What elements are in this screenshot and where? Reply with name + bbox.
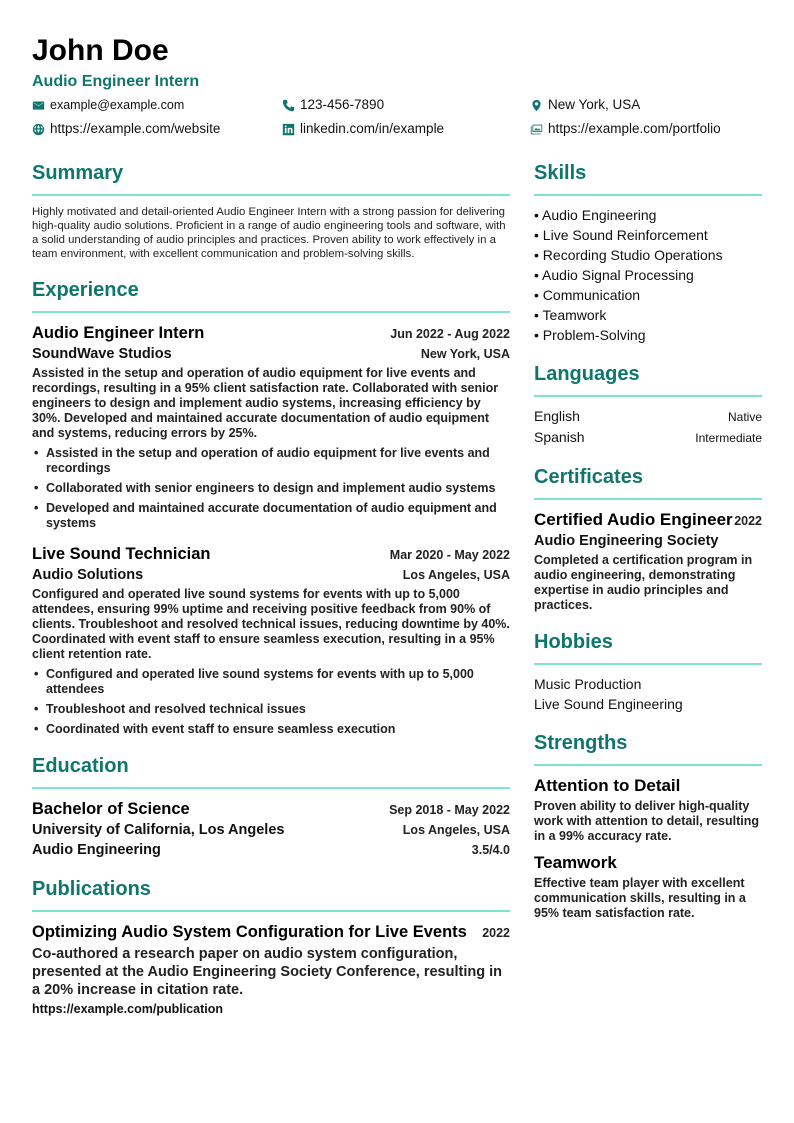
skills-heading: Skills — [534, 160, 762, 196]
strength-item — [534, 775, 762, 844]
language-level: Native — [727, 410, 762, 424]
school: University of California, Los Angeles — [32, 822, 285, 838]
certificate-issuer: Audio Engineering Society — [534, 533, 719, 549]
strength-description: Effective team player with excellent communication skills, resulting in a 95% team satisfaction rate. — [534, 876, 746, 920]
job-dates: Jun 2022 - Aug 2022 — [390, 327, 510, 341]
language-name: Spanish — [534, 429, 585, 445]
publication-title: Optimizing Audio System Configuration for Live Events — [32, 923, 467, 941]
field-of-study: Audio Engineering — [32, 842, 161, 858]
summary-heading: Summary — [32, 160, 510, 196]
job-location: New York, USA — [420, 347, 510, 361]
location-text: New York, USA — [548, 97, 641, 112]
skill-item: • Problem-Solving — [534, 327, 646, 343]
job-bullet: • Assisted in the setup and operation of audio equipment for live events and recordings — [32, 446, 510, 476]
languages-section — [534, 361, 762, 448]
experience-entry — [32, 322, 510, 531]
skill-item: • Communication — [534, 287, 641, 303]
contact-linkedin[interactable] — [282, 120, 444, 138]
job-title: Live Sound Technician — [32, 545, 211, 563]
contact-location — [530, 96, 640, 114]
email-icon — [32, 99, 45, 112]
summary-section — [32, 160, 510, 261]
language-level: Intermediate — [695, 431, 762, 445]
publications-section — [32, 876, 510, 1016]
education-heading: Education — [32, 753, 510, 789]
certificate-title: Certified Audio Engineer — [534, 510, 733, 529]
job-description: Configured and operated live sound systems for events with up to 5,000 attendees, ensuring 99% uptime and receiving positive feedback from 90% of clients. Troubleshoot and resolved technical issues, reducing downtime by 40%. Coordinated with event staff to ensure seamless execution, resulting in a 95% client retention rate. — [32, 587, 510, 661]
strength-description: Proven ability to deliver high-quality work with attention to detail, resulting in a 99% accuracy rate. — [534, 799, 760, 843]
certificates-section — [534, 464, 762, 613]
job-description: Assisted in the setup and operation of audio equipment for live events and recordings, resulting in a 95% client satisfaction rate. Collaborated with senior engineers to design and implement audio systems, increasing efficiency by 30%. Developed and maintained accurate documentation of audio equipment and systems, reducing errors by 25%. — [32, 366, 499, 440]
job-bullet: • Coordinated with event staff to ensure seamless execution — [32, 722, 510, 737]
employer: Audio Solutions — [32, 567, 144, 583]
strength-item — [534, 852, 762, 921]
job-bullet: • Developed and maintained accurate documentation of audio equipment and systems — [32, 501, 510, 531]
contact-info — [32, 96, 762, 142]
contact-email[interactable] — [32, 96, 184, 114]
skill-item: • Audio Engineering — [534, 207, 657, 223]
contact-portfolio[interactable] — [530, 120, 721, 138]
certificates-heading: Certificates — [534, 464, 762, 500]
skill-item: • Live Sound Reinforcement — [534, 227, 708, 243]
experience-heading: Experience — [32, 277, 510, 313]
certificate-year: 2022 — [734, 514, 762, 528]
degree: Bachelor of Science — [32, 800, 190, 818]
publication-link[interactable]: https://example.com/publication — [32, 1002, 223, 1016]
hobby-item: Live Sound Engineering — [534, 696, 683, 712]
linkedin-icon — [282, 123, 295, 136]
language-item — [534, 406, 762, 427]
hobby-item: Music Production — [534, 676, 642, 692]
left-column — [32, 160, 510, 1032]
resume-header — [32, 34, 762, 92]
skill-item: • Recording Studio Operations — [534, 247, 723, 263]
languages-heading: Languages — [534, 361, 762, 397]
candidate-role: Audio Engineer Intern — [32, 73, 200, 90]
job-bullets — [32, 667, 510, 737]
education-section — [32, 753, 510, 860]
phone-text: 123-456-7890 — [300, 97, 385, 112]
employer: SoundWave Studios — [32, 346, 172, 362]
publication-description: Co-authored a research paper on audio system configuration, presented at the Audio Engineering Society Conference, resulting in a 20% increase in citation rate. — [32, 946, 502, 998]
contact-phone[interactable] — [282, 96, 384, 114]
skill-item: • Audio Signal Processing — [534, 267, 694, 283]
hobbies-section — [534, 629, 762, 714]
skills-section — [534, 160, 762, 345]
job-bullet: • Collaborated with senior engineers to design and implement audio systems — [32, 481, 510, 496]
language-name: English — [534, 408, 580, 424]
location-pin-icon — [530, 99, 543, 112]
language-item — [534, 427, 762, 448]
education-dates: Sep 2018 - May 2022 — [389, 803, 510, 817]
experience-section — [32, 277, 510, 737]
summary-text: Highly motivated and detail-oriented Audio Engineer Intern with a strong passion for delivering high-quality audio solutions. Proficient in a range of audio engineering tools and software, with a solid understanding of audio principles and practices. Proven ability to work effectively in a team environment, with excellent communication and problem-solving skills. — [32, 206, 506, 260]
candidate-name: John Doe — [32, 34, 169, 67]
job-bullet: • Troubleshoot and resolved technical issues — [32, 702, 510, 717]
strengths-section — [534, 730, 762, 921]
gpa: 3.5/4.0 — [471, 843, 510, 857]
strength-title: Teamwork — [534, 853, 617, 872]
right-column — [534, 160, 762, 937]
portfolio-link: https://example.com/portfolio — [548, 121, 721, 136]
school-location: Los Angeles, USA — [402, 823, 510, 837]
hobbies-heading: Hobbies — [534, 629, 762, 665]
publication-year: 2022 — [482, 926, 510, 940]
skill-item: • Teamwork — [534, 307, 607, 323]
job-title: Audio Engineer Intern — [32, 324, 205, 342]
contact-website[interactable] — [32, 120, 220, 138]
experience-entry — [32, 543, 510, 737]
website-link: https://example.com/website — [50, 121, 221, 136]
strengths-heading: Strengths — [534, 730, 762, 766]
job-location: Los Angeles, USA — [402, 568, 510, 582]
strength-title: Attention to Detail — [534, 776, 681, 795]
phone-icon — [282, 99, 295, 112]
publications-heading: Publications — [32, 876, 510, 912]
globe-icon — [32, 123, 45, 136]
certificate-description: Completed a certification program in audio engineering, demonstrating expertise in audio principles and practices. — [534, 553, 753, 612]
job-bullets — [32, 446, 510, 531]
portfolio-icon — [530, 123, 543, 136]
job-bullet: • Configured and operated live sound systems for events with up to 5,000 attendees — [32, 667, 510, 697]
linkedin-link: linkedin.com/in/example — [300, 121, 445, 136]
email-text: example@example.com — [50, 98, 185, 112]
job-dates: Mar 2020 - May 2022 — [389, 548, 510, 562]
